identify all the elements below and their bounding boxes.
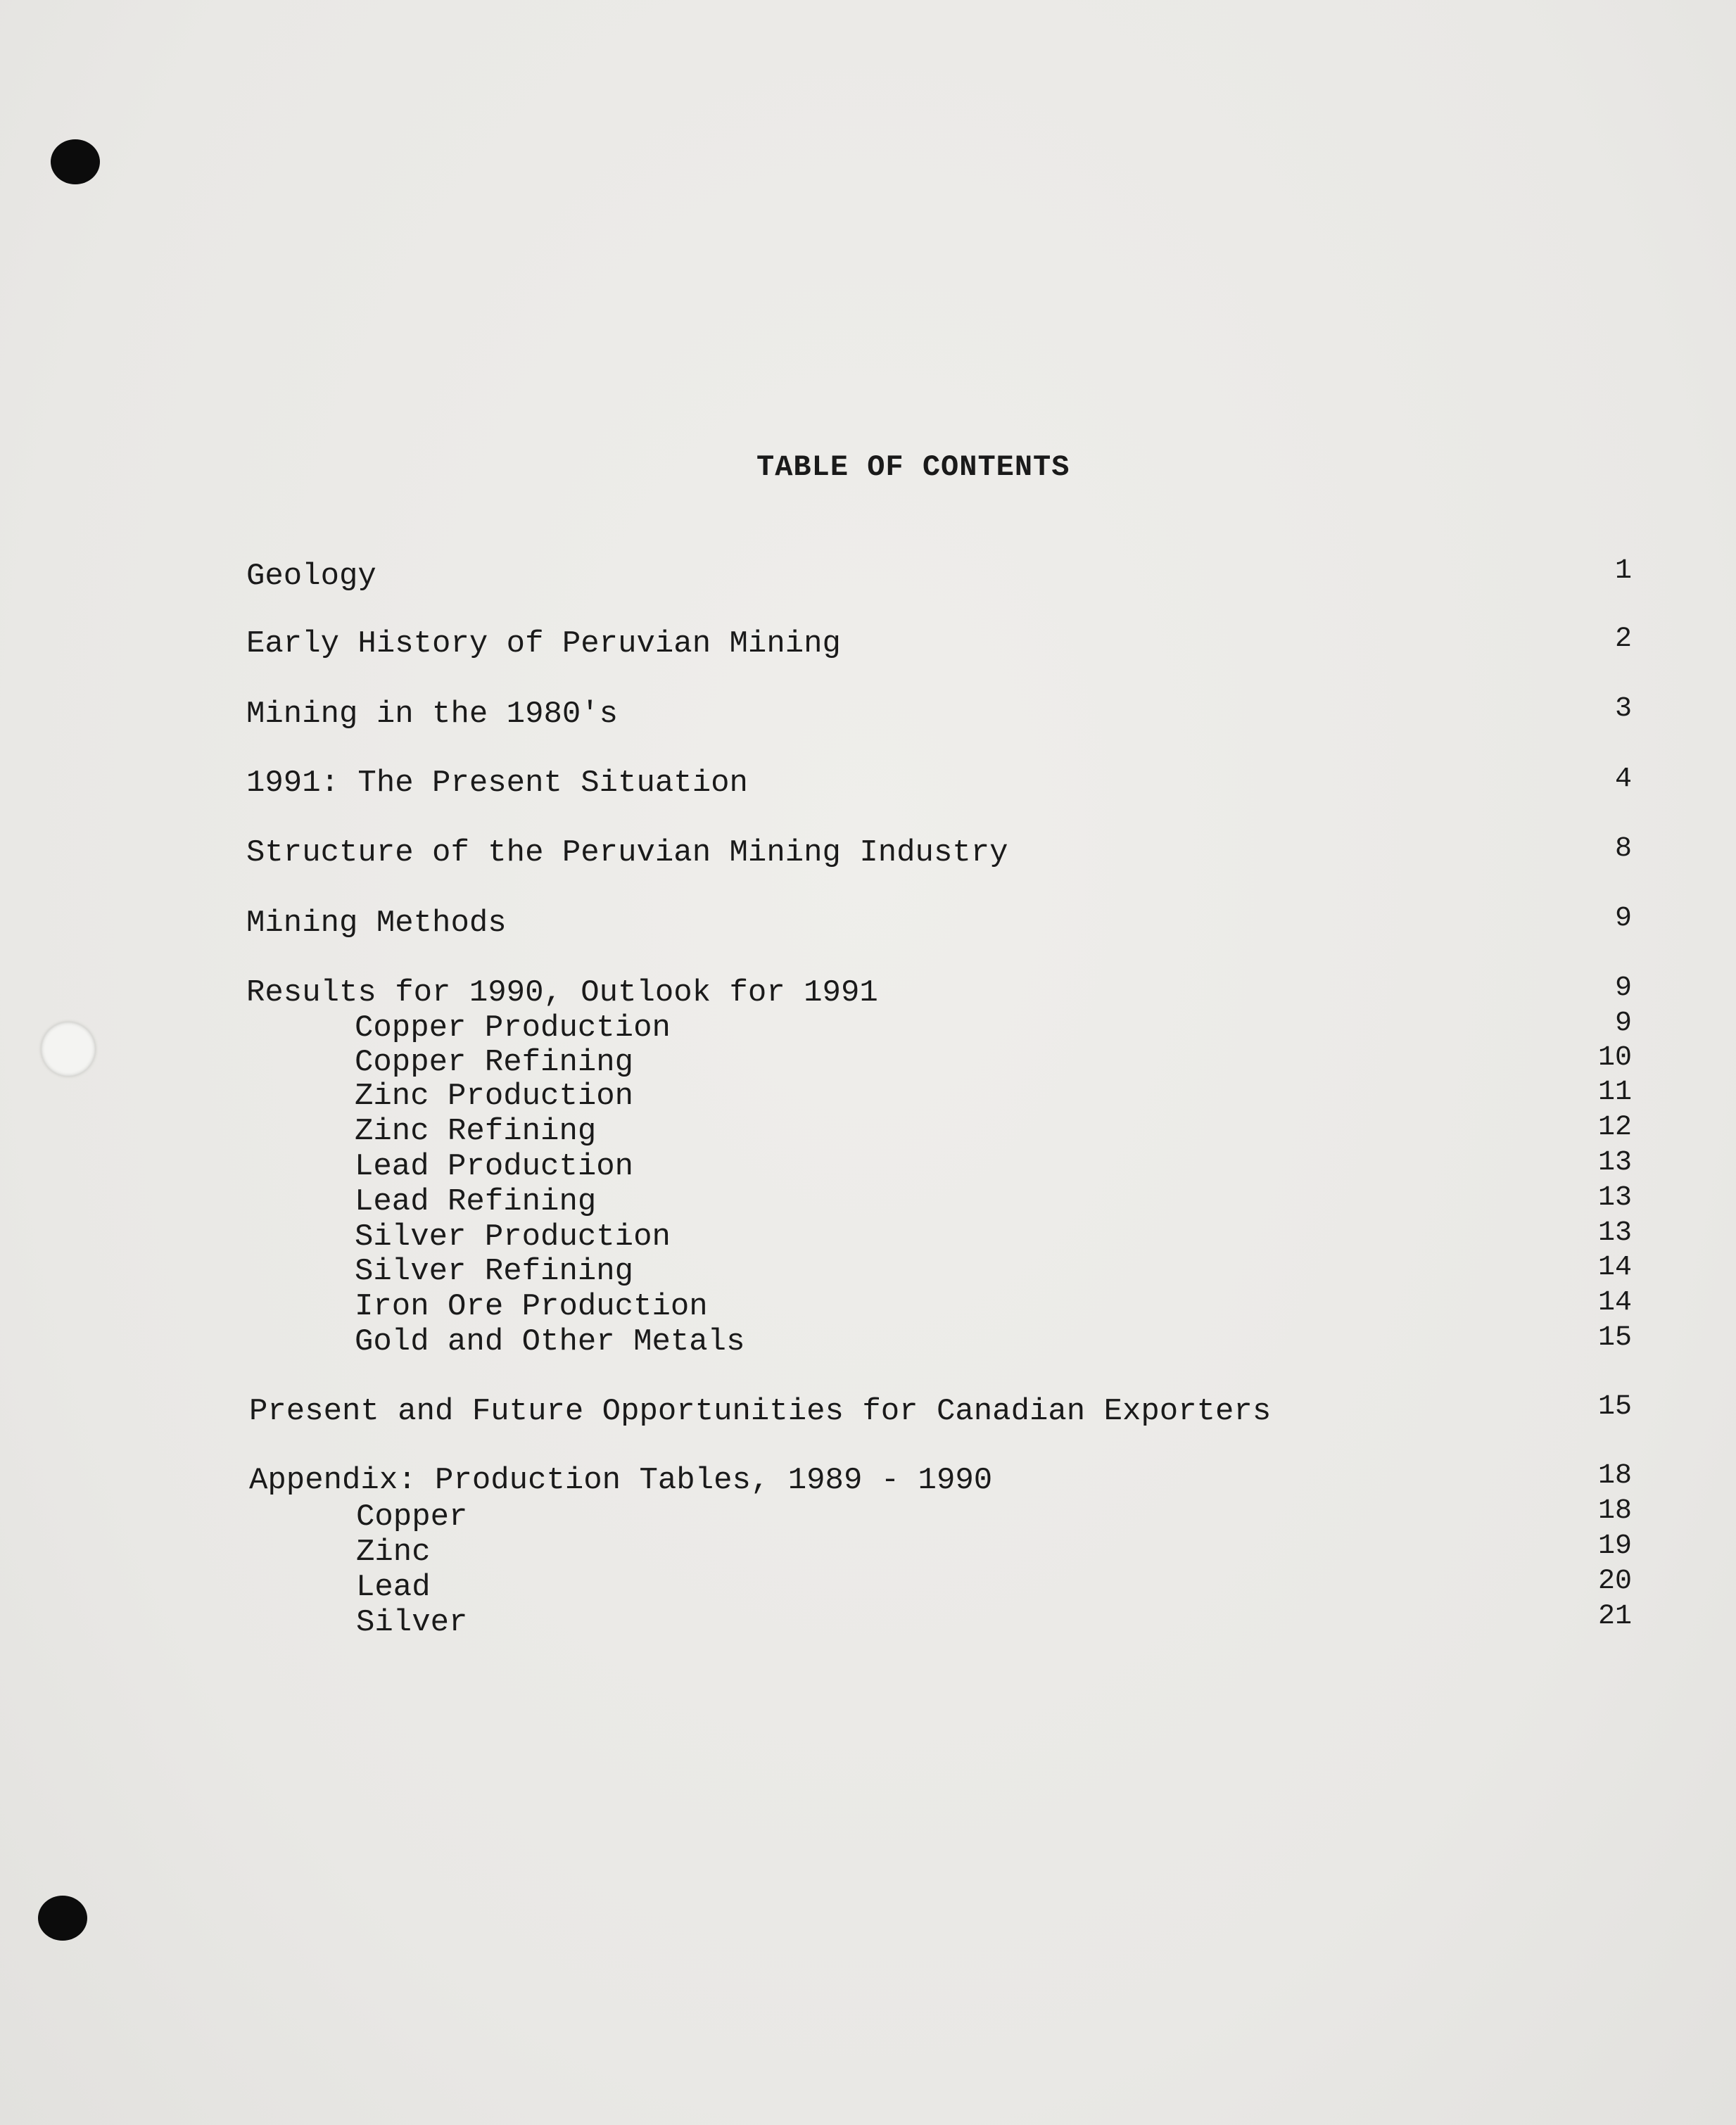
- toc-entry-page: 18: [1597, 1495, 1632, 1527]
- toc-subentry-label: Silver: [356, 1605, 468, 1640]
- toc-entry-label: Present and Future Opportunities for Canadian Exporters: [249, 1394, 1272, 1429]
- toc-entry-page: 1: [1614, 555, 1632, 587]
- toc-subentry-label: Copper Production: [355, 1010, 671, 1046]
- toc-entry-page: 18: [1597, 1460, 1632, 1492]
- toc-subentry-label: Iron Ore Production: [355, 1289, 708, 1324]
- toc-entry-label: Results for 1990, Outlook for 1991: [246, 975, 878, 1010]
- toc-subentry-label: Zinc Production: [355, 1079, 634, 1114]
- toc-entry-label: Appendix: Production Tables, 1989 - 1990: [249, 1463, 993, 1498]
- toc-entry-page: 14: [1597, 1287, 1632, 1319]
- toc-entry-page: 13: [1597, 1147, 1632, 1179]
- toc-entry-page: 13: [1597, 1217, 1632, 1249]
- toc-entry-label: 1991: The Present Situation: [246, 766, 748, 801]
- toc-entry-label: Mining in the 1980's: [246, 697, 619, 732]
- toc-entry-page: 11: [1597, 1077, 1632, 1108]
- toc-subentry-label: Lead Refining: [355, 1184, 597, 1219]
- toc-entry-page: 9: [1614, 972, 1632, 1004]
- toc-entry-page: 14: [1597, 1252, 1632, 1283]
- toc-entry-page: 15: [1597, 1322, 1632, 1354]
- toc-subentry-label: Copper: [356, 1499, 468, 1535]
- toc-entry-page: 15: [1597, 1391, 1632, 1423]
- toc-entry-label: Structure of the Peruvian Mining Industry: [246, 835, 1008, 870]
- toc-title: TABLE OF CONTENTS: [756, 450, 1070, 484]
- toc-entry-page: 10: [1597, 1042, 1632, 1074]
- toc-entry-label: Early History of Peruvian Mining: [246, 626, 841, 661]
- toc-subentry-label: Gold and Other Metals: [355, 1324, 745, 1359]
- toc-entry-page: 12: [1597, 1112, 1632, 1143]
- toc-subentry-label: Zinc: [356, 1535, 431, 1570]
- toc-entry-page: 4: [1614, 763, 1632, 795]
- toc-subentry-label: Lead Production: [355, 1149, 634, 1184]
- toc-entry-page: 9: [1614, 903, 1632, 934]
- toc-subentry-label: Copper Refining: [355, 1045, 634, 1080]
- toc-subentry-label: Lead: [356, 1570, 431, 1605]
- toc-subentry-label: Zinc Refining: [355, 1114, 597, 1149]
- toc-entry-page: 2: [1614, 623, 1632, 655]
- toc-subentry-label: Silver Production: [355, 1219, 671, 1255]
- toc-entry-page: 20: [1597, 1566, 1632, 1597]
- toc-entry-label: Geology: [246, 559, 376, 594]
- toc-subentry-label: Silver Refining: [355, 1254, 634, 1289]
- toc-entry-page: 9: [1614, 1008, 1632, 1039]
- toc-entry-page: 13: [1597, 1182, 1632, 1214]
- toc-entry-page: 21: [1597, 1601, 1632, 1632]
- toc-entry-page: 8: [1614, 833, 1632, 865]
- toc-entry-page: 3: [1614, 693, 1632, 725]
- toc-entry-label: Mining Methods: [246, 906, 507, 941]
- toc-entry-page: 19: [1597, 1530, 1632, 1562]
